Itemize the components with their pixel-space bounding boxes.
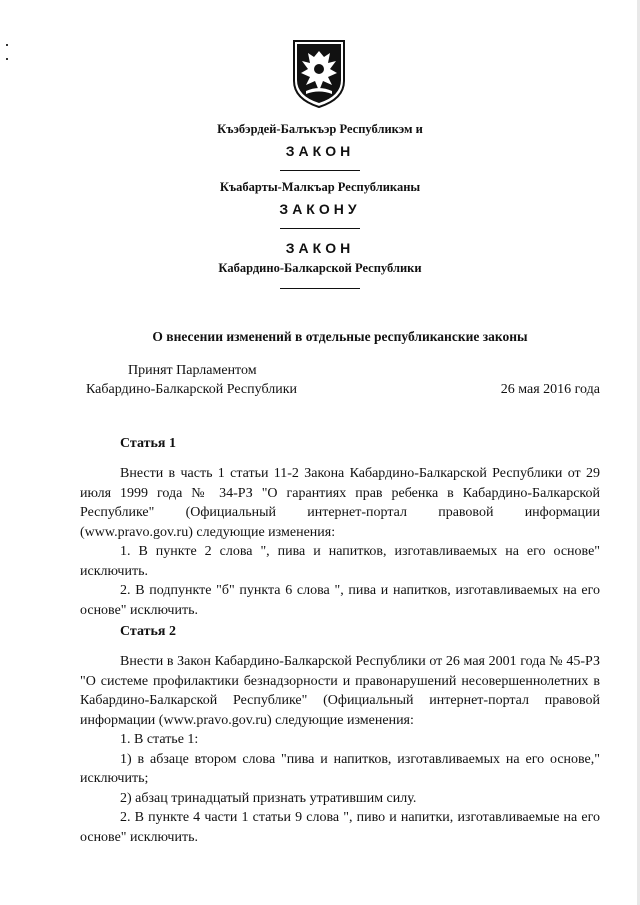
article-paragraph: 1. В пункте 2 слова ", пива и напитков, изготавливаемых на его основе" исключить. (80, 544, 600, 579)
article-paragraph: 2. В подпункте "б" пункта 6 слова ", пива и напитков, изготавливаемых на его основе" исключить. (80, 583, 600, 618)
article-paragraph: 1. В статье 1: (120, 732, 199, 747)
article-1-heading: Статья 1 (120, 436, 176, 451)
coat-of-arms-emblem-icon (288, 37, 350, 109)
article-1-body (80, 464, 600, 620)
article-paragraph: Внести в часть 1 статьи 11-2 Закона Кабардино-Балкарской Республики от 29 июля 1999 года № 34-РЗ "О гарантиях прав ребенка в Кабардино-Балкарской Республике" (Официальный интернет-портал правовой информации (www.pravo.gov.ru) следующие изменения: (80, 466, 600, 540)
law-title: О внесении изменений в отдельные республиканские законы (152, 329, 528, 344)
article-paragraph: 2. В пункте 4 части 1 статьи 9 слова ", пиво и напитки, изготавливаемые на его основе" исключить. (80, 810, 600, 845)
header-lang3: Кабардино-Балкарской Республики (218, 261, 422, 275)
header-zakon1: ЗАКОН (285, 143, 355, 159)
divider (280, 288, 360, 289)
adoption-line1: Принят Парламентом (128, 363, 257, 378)
article-2-heading: Статья 2 (120, 624, 176, 639)
header-zakon2: ЗАКОНУ (279, 201, 361, 217)
header-zakon3: ЗАКОН (285, 240, 355, 256)
divider (280, 228, 360, 229)
adoption-line2: Кабардино-Балкарской Республики (86, 382, 297, 397)
scan-marks (6, 44, 10, 64)
article-paragraph: 1) в абзаце втором слова "пива и напитков, изготавливаемых на его основе," исключить; (80, 751, 600, 786)
header-lang1: Къэбэрдей-Балъкъэр Республикэм и (217, 122, 423, 136)
adoption-date: 26 мая 2016 года (500, 382, 600, 397)
article-paragraph: Внести в Закон Кабардино-Балкарской Республики от 26 мая 2001 года № 45-РЗ "О системе профилактики безнадзорности и правонарушений несовершеннолетних в Кабардино-Балкарской Республике" (Официальный интернет-портал правовой информации (www.pravo.gov.ru) следующие изменения: (80, 654, 600, 728)
divider (280, 170, 360, 171)
header-lang2: Къабарты-Малкъар Республиканы (219, 180, 421, 194)
article-paragraph: 2) абзац тринадцатый признать утратившим силу. (120, 790, 417, 806)
article-2-body (80, 652, 600, 847)
